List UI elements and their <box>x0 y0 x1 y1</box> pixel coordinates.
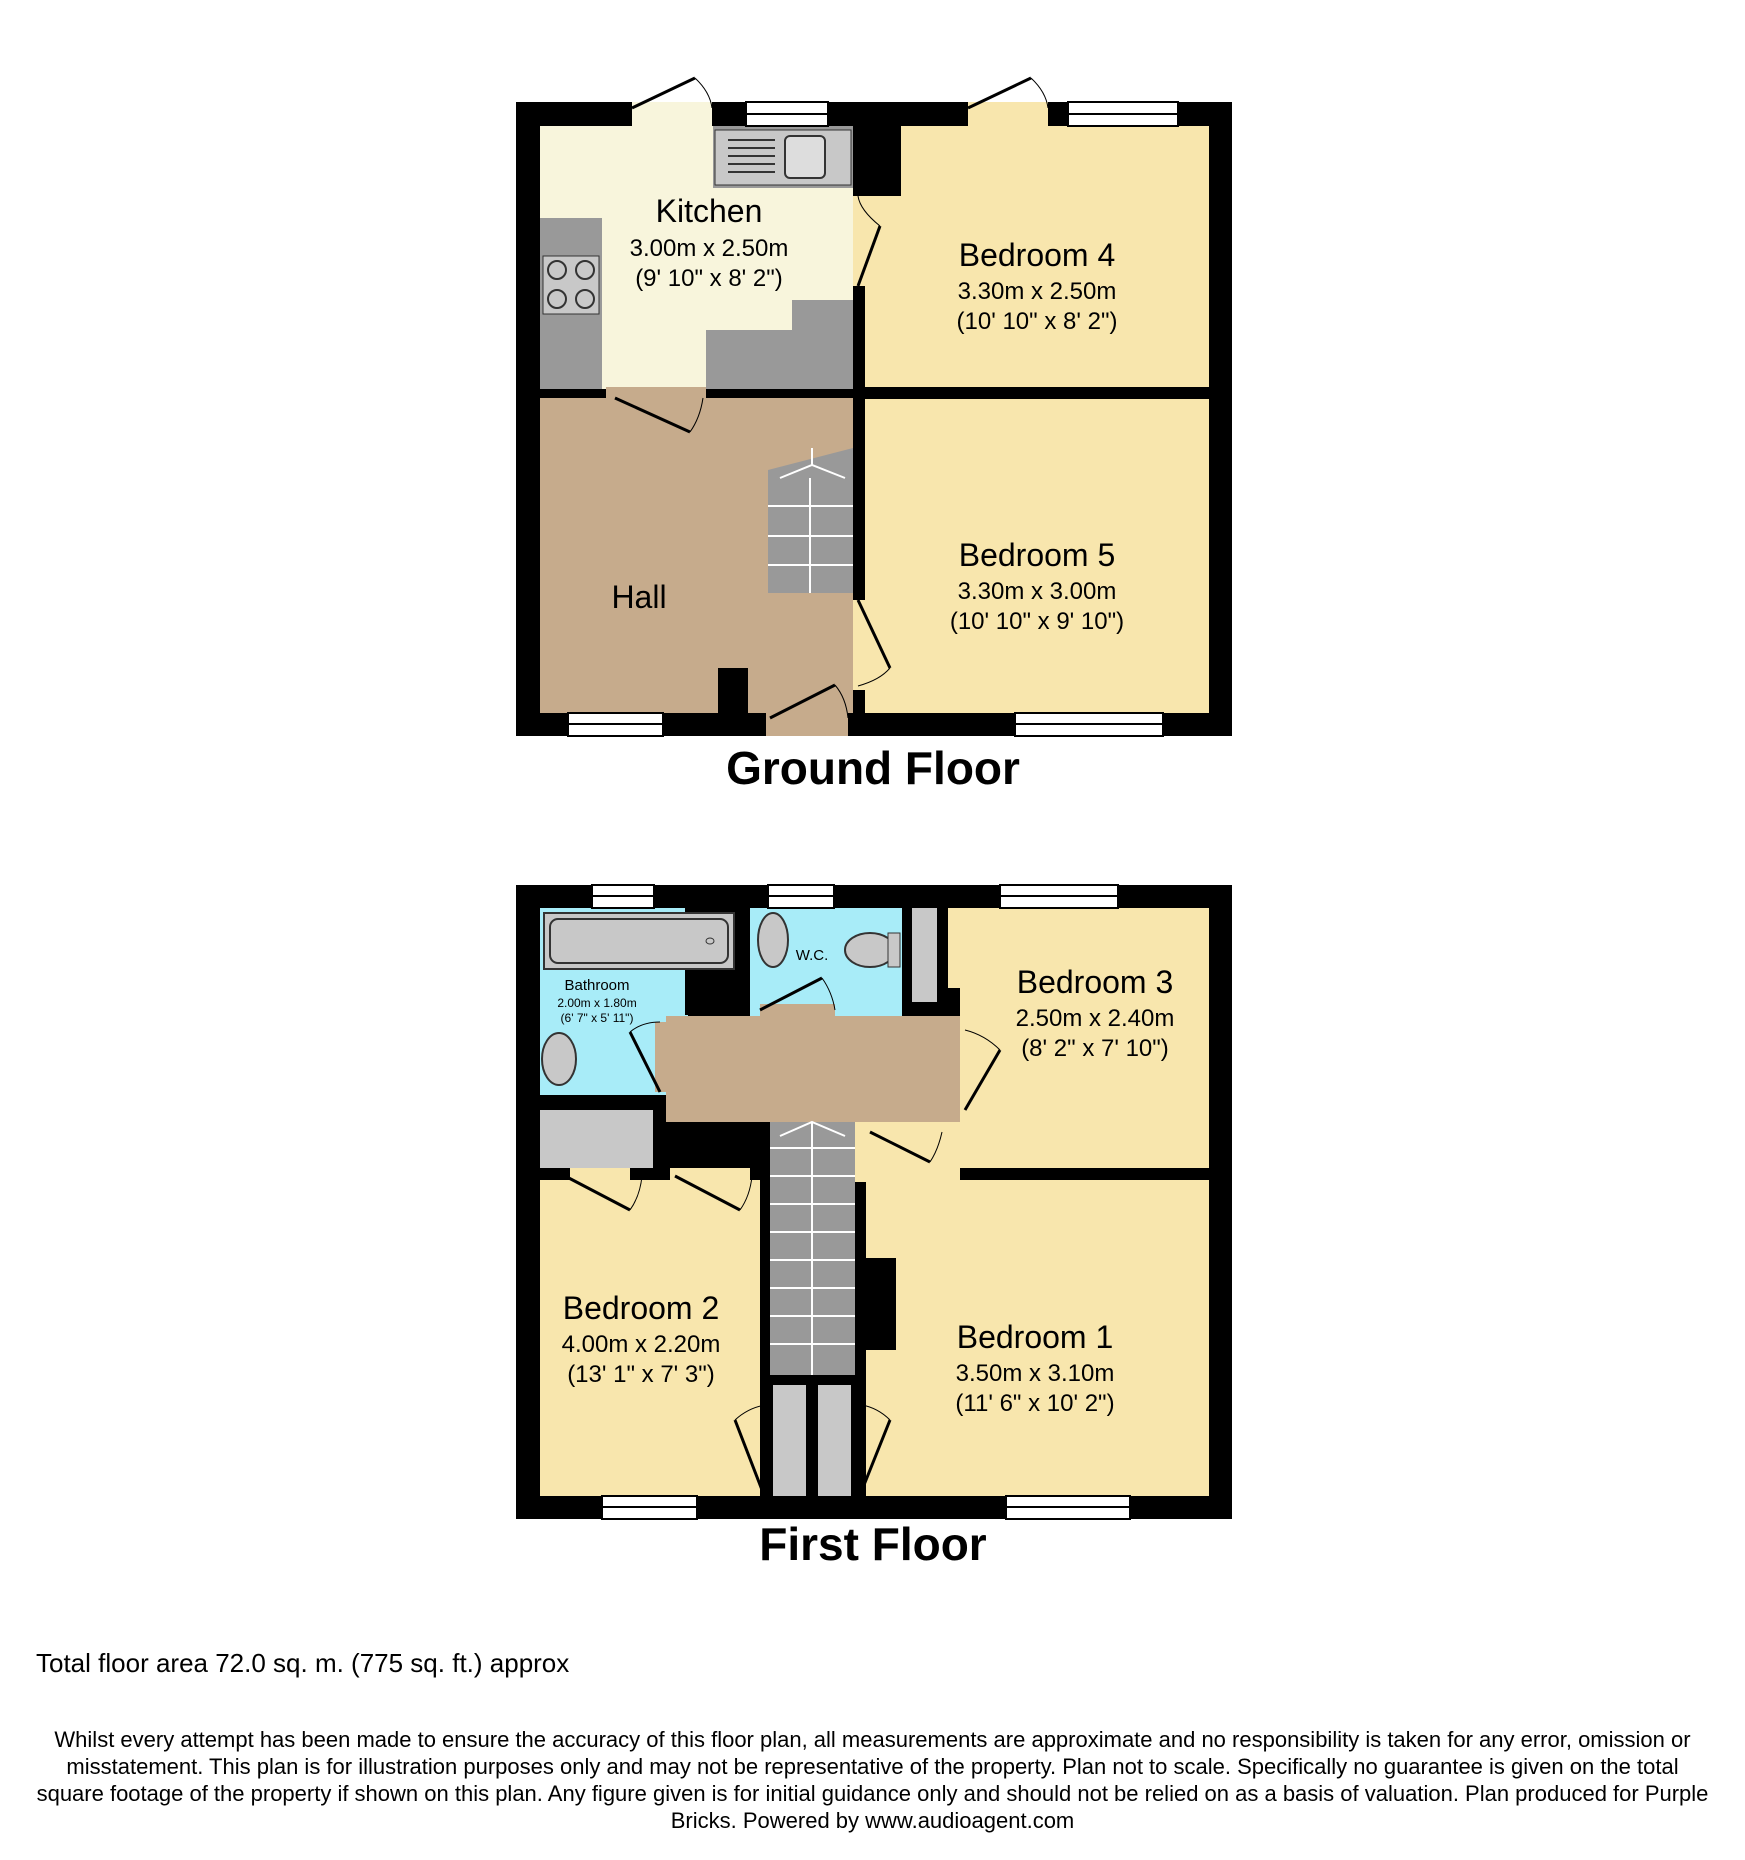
disclaimer-text: Whilst every attempt has been made to ensure the accuracy of this floor plan, all measurements are approximate and no responsibility is taken for any error, omission or misstatement. This plan is for illustration purposes only and may not be representative of the property. Plan not to scale. Specifically no guarantee is given on the total square footage of the property if shown on this plan. Any figure given is for initial guidance only and should not be relied on as a basis of valuation. Plan produced for Purple Bricks. Powered by www.audioagent.com <box>36 1727 1709 1833</box>
bathroom-door-gap <box>655 1022 667 1092</box>
bedroom2-metric: 4.00m x 2.20m <box>561 1331 721 1358</box>
landing-floor <box>666 1016 960 1122</box>
wardrobe-right <box>818 1385 851 1496</box>
bedroom4-door-opening <box>968 102 1048 126</box>
bedroom3-recess <box>948 908 960 988</box>
bedroom3-door-gap <box>960 1030 972 1110</box>
bedroom4-imperial: (10' 10" x 8' 2") <box>956 308 1118 335</box>
hall-name: Hall <box>611 579 667 615</box>
bedroom2-door-gap <box>570 1168 630 1180</box>
window <box>568 713 663 736</box>
chimney-breast <box>853 126 901 196</box>
bedroom4-name: Bedroom 4 <box>958 237 1116 273</box>
bath-inner <box>550 919 728 963</box>
bedroom4-metric: 3.30m x 2.50m <box>957 278 1117 305</box>
window <box>602 1496 697 1519</box>
ground-floor-plan <box>516 78 1232 736</box>
bathroom-cupboard-wall <box>685 975 750 1015</box>
toilet-cistern <box>888 933 900 967</box>
window <box>746 102 828 126</box>
bedroom1-metric: 3.50m x 3.10m <box>955 1360 1115 1387</box>
total-floor-area: Total floor area 72.0 sq. m. (775 sq. ft.) approx <box>36 1648 570 1678</box>
storage-cupboard <box>540 1110 653 1168</box>
window <box>1015 713 1163 736</box>
bedroom2-imperial: (13' 1" x 7' 3") <box>567 1361 715 1388</box>
sink-bowl <box>785 136 825 178</box>
first-floor-title: First Floor <box>759 1518 987 1570</box>
kitchen-back-door-opening <box>632 102 712 126</box>
bedroom3-imperial: (8' 2" x 7' 10") <box>1021 1035 1169 1062</box>
window <box>1000 885 1118 908</box>
bedroom5-imperial: (10' 10" x 9' 10") <box>949 608 1125 635</box>
cupboard-grey-top <box>912 908 937 1002</box>
bedroom5-metric: 3.30m x 3.00m <box>957 578 1117 605</box>
bathroom-name: Bathroom <box>564 977 630 994</box>
bedroom1-chimney <box>866 1258 896 1350</box>
window <box>1006 1496 1130 1519</box>
bedroom1-name: Bedroom 1 <box>956 1319 1114 1355</box>
window <box>768 885 834 908</box>
ground-floor-title: Ground Floor <box>726 742 1020 794</box>
kitchen-metric: 3.00m x 2.50m <box>629 235 789 262</box>
wardrobe-left <box>773 1385 806 1496</box>
bedroom3-metric: 2.50m x 2.40m <box>1015 1005 1175 1032</box>
bedroom1-imperial: (11' 6" x 10' 2") <box>955 1390 1115 1417</box>
wc-basin <box>758 913 788 967</box>
kitchen-hall-opening <box>606 387 706 399</box>
bedroom5-name: Bedroom 5 <box>958 537 1116 573</box>
front-door-opening <box>766 713 848 736</box>
kitchen-imperial: (9' 10" x 8' 2") <box>635 265 783 292</box>
kitchen-name: Kitchen <box>655 193 763 229</box>
landing-bedroom1-gap <box>855 1122 866 1182</box>
wc-name: W.C. <box>795 947 829 964</box>
window <box>592 885 654 908</box>
bedroom2-name: Bedroom 2 <box>562 1290 720 1326</box>
hall-chimney <box>718 668 748 713</box>
bathroom-imperial: (6' 7" x 5' 11") <box>560 1011 634 1025</box>
bedroom3-name: Bedroom 3 <box>1016 964 1174 1000</box>
bathroom-metric: 2.00m x 1.80m <box>557 996 637 1010</box>
sink-unit <box>715 130 851 185</box>
basin <box>542 1033 576 1085</box>
window <box>1068 102 1178 126</box>
